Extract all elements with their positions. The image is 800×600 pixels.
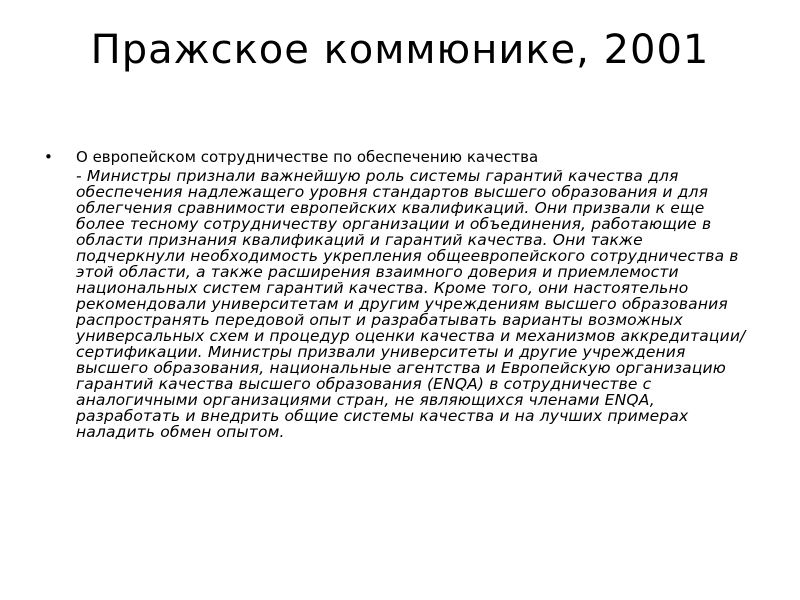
bullet-item xyxy=(44,148,764,166)
bullet-icon: • xyxy=(44,148,53,166)
slide-content xyxy=(44,148,764,440)
bullet-heading: О европейском сотрудничестве по обеспечению качества xyxy=(76,148,539,166)
bullet-body-text: - Министры признали важнейшую роль системы гарантий качества для обеспечения надлежащего уровня стандартов высшего образования и для облегчения сравнимости европейских квалификаций. Они призвали к еще более тесному сотрудничеству организации и объединения, работающие в области признания квалификаций и гарантий качества. Они также подчеркнули необходимость укрепления общеевропейского сотрудничества в этой области, а также расширения взаимного доверия и приемлемости национальных систем гарантий качества. Кроме того, они настоятельно рекомендовали университетам и другим учреждениям высшего образования распространять передовой опыт и разрабатывать варианты возможных универсальных схем и процедур оценки качества и механизмов аккредитации/сертификации. Министры призвали университеты и другие учреждения высшего образования, национальные агентства и Европейскую организацию гарантий качества высшего образования (ENQA) в сотрудничестве с аналогичными организациями стран, не являющихся членами ENQA, разработать и внедрить общие системы качества и на лучших примерах наладить обмен опытом. xyxy=(76,167,746,441)
slide-title: Пражское коммюнике, 2001 xyxy=(90,27,710,73)
